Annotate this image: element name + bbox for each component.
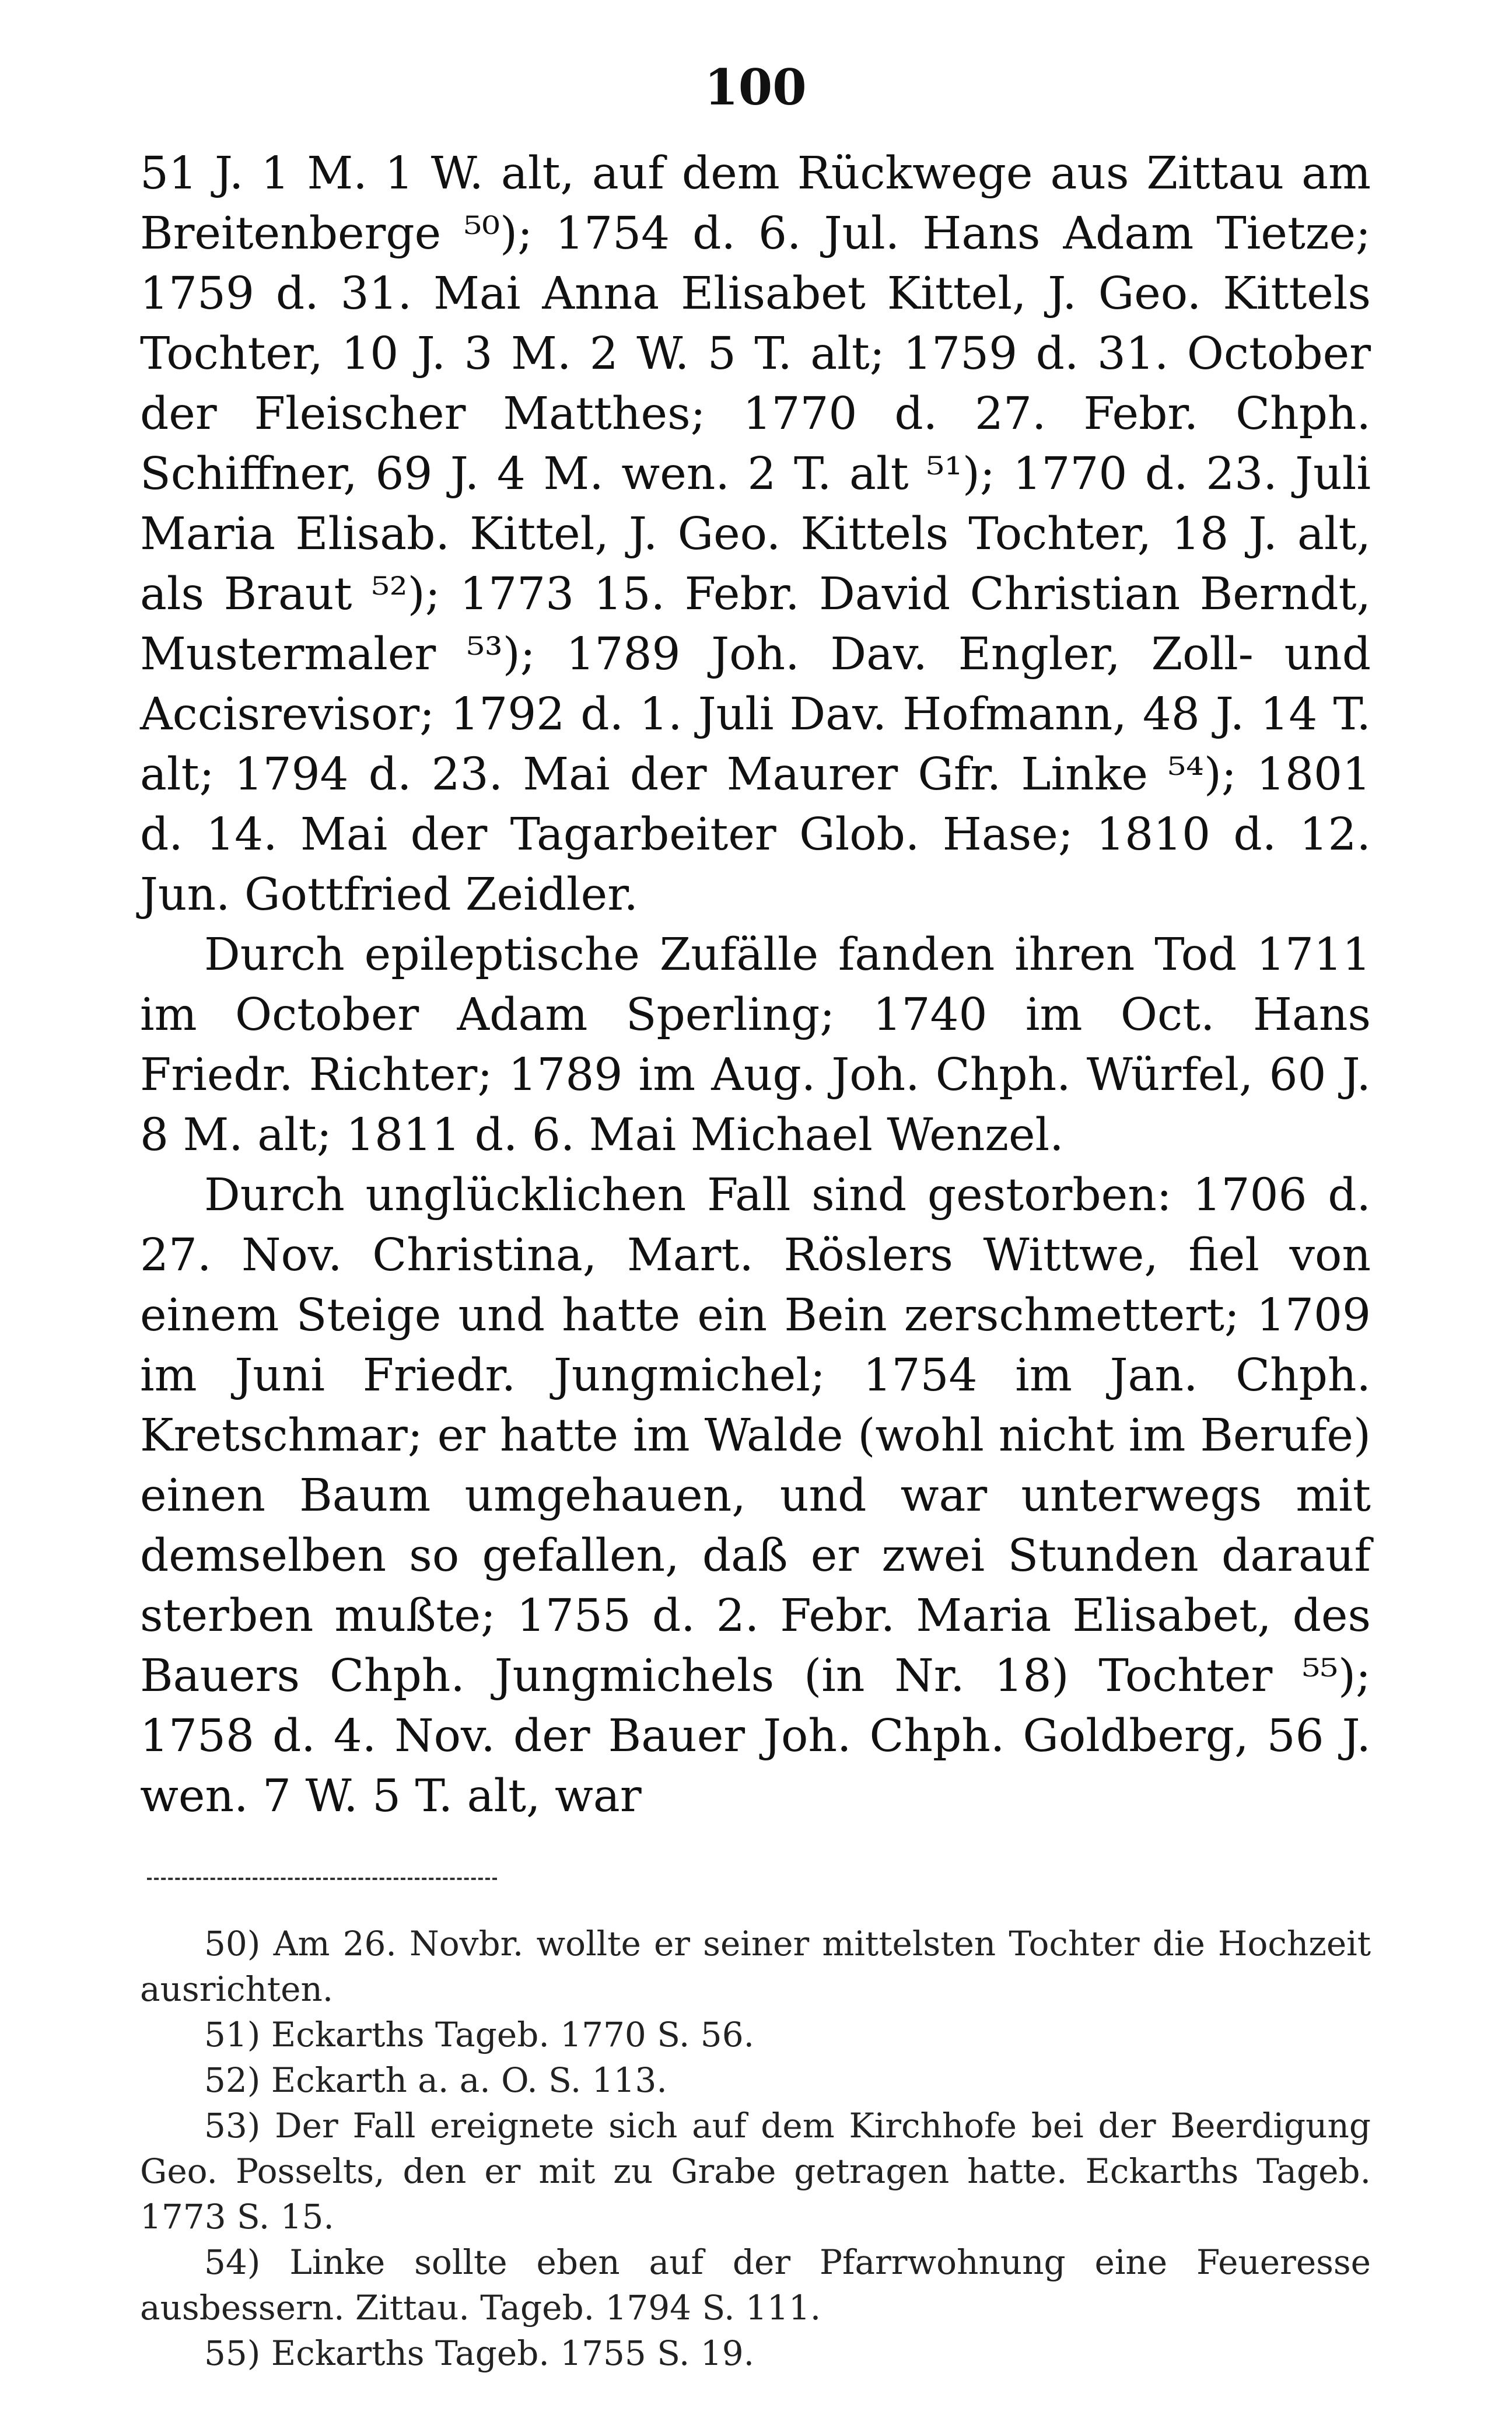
footnote-52: 52) Eckarth a. a. O. S. 113.: [204, 2060, 667, 2100]
footnote-separator: [147, 1878, 497, 1880]
page-number: 100: [704, 58, 807, 116]
footnote-50: 50) Am 26. Novbr. wollte er seiner mittelsten Tochter die Hochzeit ausrichten.: [140, 1924, 1371, 2009]
footnote-51: 51) Eckarths Tageb. 1770 S. 56.: [204, 2015, 755, 2054]
paragraph-deaths-continued: 51 J. 1 M. 1 W. alt, auf dem Rückwege aus Zittau am Breitenberge ⁵⁰); 1754 d. 6. Jul. Hans Adam Tietze; 1759 d. 31. Mai Anna Elisabet Kittel, J. Geo. Kittels Tochter, 10 J. 3 M. 2 W. 5 T. alt; 1759 d. 31. October der Fleischer Matthes; 1770 d. 27. Febr. Chph. Schiffner, 69 J. 4 M. wen. 2 T. alt ⁵¹); 1770 d. 23. Juli Maria Elisab. Kittel, J. Geo. Kittels Tochter, 18 J. alt, als Braut ⁵²); 1773 15. Febr. David Christian Berndt, Mustermaler ⁵³); 1789 Joh. Dav. Engler, Zoll- und Accisrevisor; 1792 d. 1. Juli Dav. Hofmann, 48 J. 14 T. alt; 1794 d. 23. Mai der Maurer Gfr. Linke ⁵⁴); 1801 d. 14. Mai der Tagarbeiter Glob. Hase; 1810 d. 12. Jun. Gottfried Zeidler.: [140, 148, 1371, 921]
footnote-54: 54) Linke sollte eben auf der Pfarrwohnung eine Feueresse ausbessern. Zittau. Tageb. 1794 S. 111.: [140, 2242, 1371, 2328]
paragraph-accidental-falls: Durch unglücklichen Fall sind gestorben: 1706 d. 27. Nov. Christina, Mart. Röslers Wittwe, fiel von einem Steige und hatte ein Bein zerschmettert; 1709 im Juni Friedr. Jungmichel; 1754 im Jan. Chph. Kretschmar; er hatte im Walde (wohl nicht im Berufe) einen Baum umgehauen, und war unterwegs mit demselben so gefallen, daß er zwei Stunden darauf sterben mußte; 1755 d. 2. Febr. Maria Elisabet, des Bauers Chph. Jungmichels (in Nr. 18) Tochter ⁵⁵); 1758 d. 4. Nov. der Bauer Joh. Chph. Goldberg, 56 J. wen. 7 W. 5 T. alt, war: [140, 1169, 1371, 1822]
footnote-55: 55) Eckarths Tageb. 1755 S. 19.: [204, 2333, 755, 2373]
paragraph-epileptic-deaths: Durch epileptische Zufälle fanden ihren Tod 1711 im October Adam Sperling; 1740 im Oct. Hans Friedr. Richter; 1789 im Aug. Joh. Chph. Würfel, 60 J. 8 M. alt; 1811 d. 6. Mai Michael Wenzel.: [140, 929, 1371, 1161]
footnote-53: 53) Der Fall ereignete sich auf dem Kirchhofe bei der Beerdigung Geo. Posselts, den er mit zu Grabe getragen hatte. Eckarths Tageb. 1773 S. 15.: [140, 2106, 1371, 2237]
document-page: [140, 53, 1371, 2376]
